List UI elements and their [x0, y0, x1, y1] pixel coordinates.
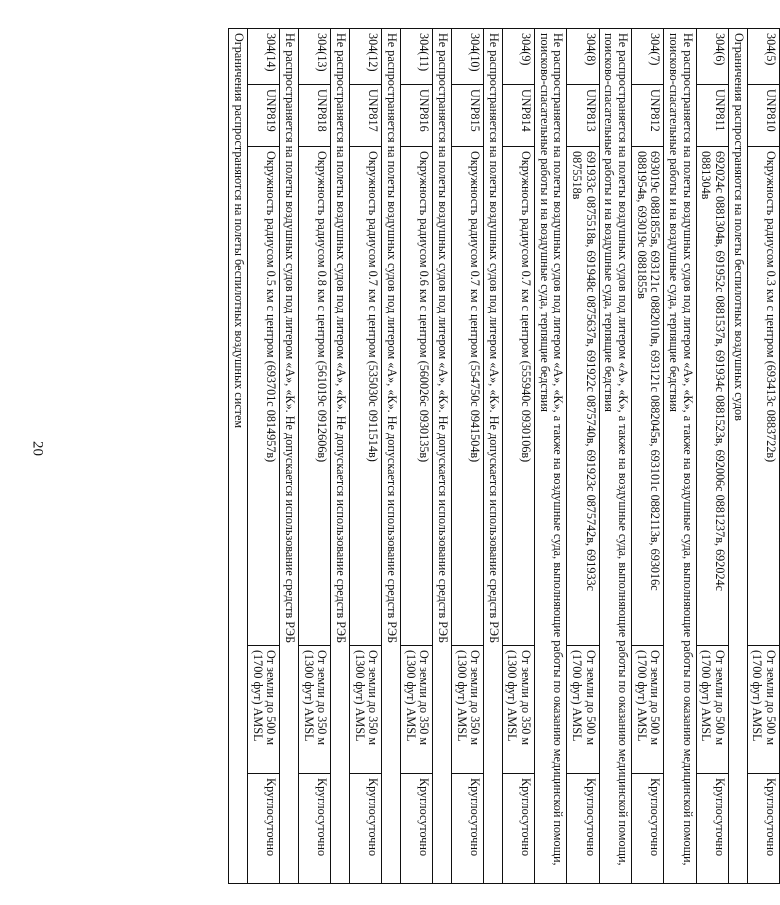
note-row: [664, 29, 696, 884]
altitude-limits: От земли до 350 м (1300 фут) AMSL: [298, 646, 330, 774]
table-row: [632, 29, 664, 884]
note-row: [599, 29, 631, 884]
note-text: Ограничения распространяются на полеты беспилотных воздушных судов: [729, 29, 748, 884]
note-text: Не распространяется на полеты воздушных судов под литером «А», «К», а также на воздушные суда, выполняющие работы по оказанию медицинской помощи, поисково-спасательные работы и на воздушные суда, терпящие бедствия: [664, 29, 696, 884]
table-body: [229, 29, 780, 884]
table-row: [502, 29, 534, 884]
zone-description: 691933с 0875518в, 691948с 0875637в, 691922с 0875740в, 691923с 0875742в, 691933с 0875518в: [567, 147, 599, 646]
time-of-operation: Круглосуточно: [400, 774, 432, 884]
note-text: Не распространяется на полеты воздушных судов под литером «А», «К», а также на воздушные суда, выполняющие работы по оказанию медицинской помощи, поисково-спасательные работы и на воздушные суда, терпящие бедствия: [535, 29, 567, 884]
zone-description: Окружность радиусом 0.8 км с центром (561019с 0912606в): [298, 147, 330, 646]
note-text: Не распространяется на полеты воздушных судов под литером «А», «К». Не допускается использование средств РЭБ: [433, 29, 452, 884]
table-row: [696, 29, 728, 884]
row-number: 304(6): [696, 29, 728, 85]
zone-description: Окружность радиусом 0.7 км с центром (555940с 0930106в): [502, 147, 534, 646]
altitude-limits: От земли до 500 м (1700 фут) AMSL: [632, 646, 664, 774]
zone-description: Окружность радиусом 0.7 км с центром (535030с 0911514в): [349, 147, 381, 646]
zone-description: Окружность радиусом 0.3 км с центром (693413с 0883722в): [747, 147, 779, 646]
zone-code: UNP815: [451, 85, 483, 147]
row-number: 304(14): [248, 29, 280, 85]
altitude-limits: От земли до 350 м (1300 фут) AMSL: [502, 646, 534, 774]
zone-code: UNP812: [632, 85, 664, 147]
table-container: [60, 28, 780, 883]
altitude-limits: От земли до 350 м (1300 фут) AMSL: [349, 646, 381, 774]
note-text: Не распространяется на полеты воздушных судов под литером «А», «К». Не допускается использование средств РЭБ: [280, 29, 299, 884]
note-row: [729, 29, 748, 884]
note-row: [535, 29, 567, 884]
zone-description: Окружность радиусом 0.6 км с центром (560026с 0930135в): [400, 147, 432, 646]
row-number: 304(13): [298, 29, 330, 85]
note-row: [331, 29, 350, 884]
row-number: 304(12): [349, 29, 381, 85]
time-of-operation: Круглосуточно: [298, 774, 330, 884]
note-text: Не распространяется на полеты воздушных судов под литером «А», «К», а также на воздушные суда, выполняющие работы по оказанию медицинской помощи, поисково-спасательные работы и на воздушные суда, терпящие бедствия: [599, 29, 631, 884]
table-row: [298, 29, 330, 884]
altitude-limits: От земли до 500 м (1700 фут) AMSL: [248, 646, 280, 774]
zone-code: UNP818: [298, 85, 330, 147]
time-of-operation: Круглосуточно: [502, 774, 534, 884]
zone-code: UNP819: [248, 85, 280, 147]
zone-description: Окружность радиусом 0.7 км с центром (554750с 0941504в): [451, 147, 483, 646]
page-number: 20: [29, 441, 46, 456]
zone-code: UNP816: [400, 85, 432, 147]
row-number: 304(8): [567, 29, 599, 85]
zone-code: UNP811: [696, 85, 728, 147]
row-number: 304(7): [632, 29, 664, 85]
table-row: [248, 29, 280, 884]
note-text: Ограничения распространяются на полеты беспилотных воздушных систем: [229, 29, 248, 884]
altitude-limits: От земли до 350 м (1300 фут) AMSL: [451, 646, 483, 774]
zone-description: 693019с 0881855в, 693121с 0882010в, 693121с 0882045в, 693101с 0882113в, 693016с 0881954в, 693019с 0881855в: [632, 147, 664, 646]
zone-description: Окружность радиусом 0.5 км с центром (693701с 0814957в): [248, 147, 280, 646]
rotated-page-area: [60, 28, 780, 883]
row-number: 304(5): [747, 29, 779, 85]
restricted-areas-table: [228, 28, 780, 884]
time-of-operation: Круглосуточно: [567, 774, 599, 884]
note-row: [382, 29, 401, 884]
row-number: 304(11): [400, 29, 432, 85]
time-of-operation: Круглосуточно: [248, 774, 280, 884]
row-number: 304(9): [502, 29, 534, 85]
table-row: [400, 29, 432, 884]
table-row: [451, 29, 483, 884]
zone-code: UNP810: [747, 85, 779, 147]
table-row: [747, 29, 779, 884]
altitude-limits: От земли до 350 м (1300 фут) AMSL: [400, 646, 432, 774]
note-row: [280, 29, 299, 884]
altitude-limits: От земли до 500 м (1700 фут) AMSL: [747, 646, 779, 774]
table-row: [349, 29, 381, 884]
altitude-limits: От земли до 500 м (1700 фут) AMSL: [567, 646, 599, 774]
zone-code: UNP813: [567, 85, 599, 147]
row-number: 304(10): [451, 29, 483, 85]
time-of-operation: Круглосуточно: [451, 774, 483, 884]
time-of-operation: Круглосуточно: [632, 774, 664, 884]
time-of-operation: Круглосуточно: [696, 774, 728, 884]
note-row: [229, 29, 248, 884]
table-row: [567, 29, 599, 884]
note-text: Не распространяется на полеты воздушных судов под литером «А», «К». Не допускается использование средств РЭБ: [331, 29, 350, 884]
zone-description: 692024с 0881304в, 691952с 0881537в, 691934с 0881523в, 692006с 0881237в, 692024с 0881304в: [696, 147, 728, 646]
note-row: [484, 29, 503, 884]
zone-code: UNP814: [502, 85, 534, 147]
altitude-limits: От земли до 500 м (1700 фут) AMSL: [696, 646, 728, 774]
zone-code: UNP817: [349, 85, 381, 147]
time-of-operation: Круглосуточно: [747, 774, 779, 884]
note-text: Не распространяется на полеты воздушных судов под литером «А», «К». Не допускается использование средств РЭБ: [484, 29, 503, 884]
time-of-operation: Круглосуточно: [349, 774, 381, 884]
note-text: Не распространяется на полеты воздушных судов под литером «А», «К». Не допускается использование средств РЭБ: [382, 29, 401, 884]
note-row: [433, 29, 452, 884]
